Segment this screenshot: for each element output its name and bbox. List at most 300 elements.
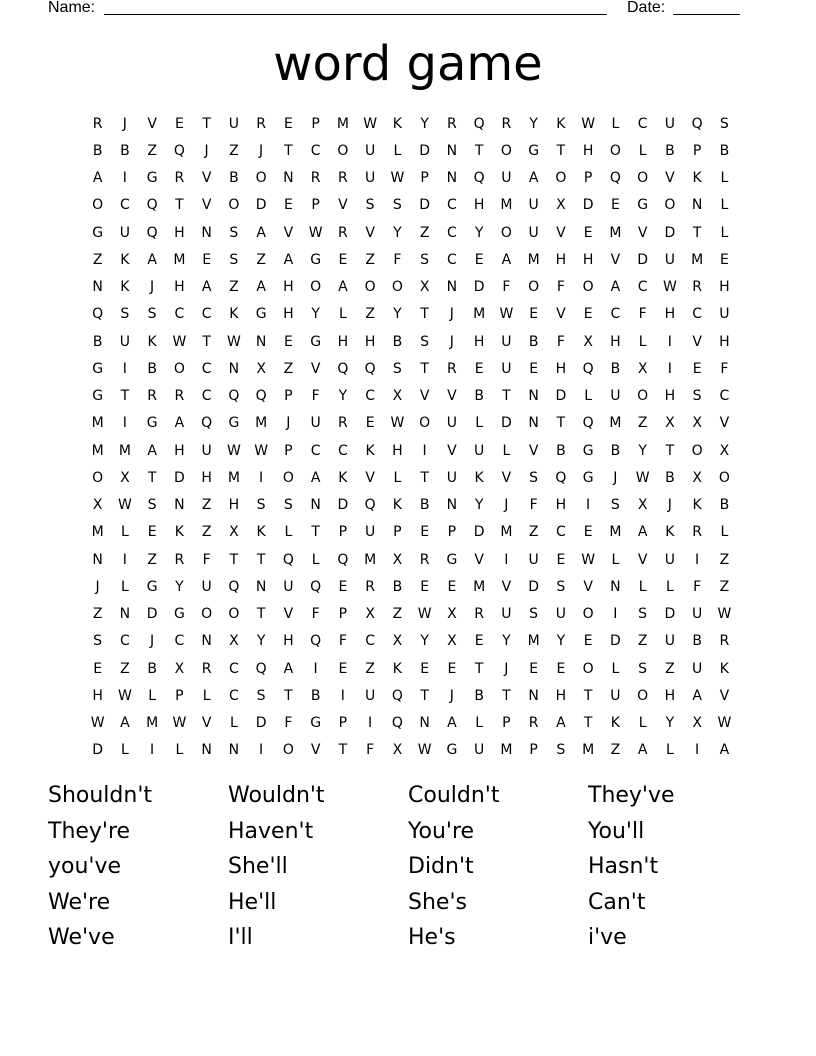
grid-letter[interactable]: I <box>695 551 700 568</box>
grid-letter[interactable]: H <box>337 333 349 350</box>
grid-letter[interactable]: W <box>172 715 187 732</box>
grid-letter[interactable]: S <box>147 497 157 514</box>
grid-letter[interactable]: X <box>365 606 375 623</box>
grid-letter[interactable]: N <box>119 606 131 623</box>
grid-letter[interactable]: C <box>446 224 457 241</box>
grid-letter[interactable]: T <box>147 469 157 486</box>
grid-letter[interactable]: L <box>720 197 729 214</box>
grid-letter[interactable]: N <box>610 578 621 595</box>
grid-letter[interactable]: E <box>474 360 484 377</box>
grid-letter[interactable]: B <box>556 442 566 459</box>
grid-letter[interactable]: M <box>609 415 622 432</box>
grid-letter[interactable]: X <box>256 360 266 377</box>
grid-letter[interactable]: R <box>474 606 484 623</box>
grid-letter[interactable]: V <box>556 224 566 241</box>
grid-letter[interactable]: L <box>665 742 674 759</box>
grid-letter[interactable]: O <box>228 606 240 623</box>
grid-letter[interactable]: G <box>310 251 322 268</box>
grid-letter[interactable]: M <box>609 224 622 241</box>
grid-letter[interactable]: V <box>665 170 675 187</box>
grid-letter[interactable]: M <box>609 524 622 541</box>
grid-letter[interactable]: H <box>201 469 212 486</box>
grid-letter[interactable]: N <box>201 224 212 241</box>
grid-letter[interactable]: S <box>365 197 375 214</box>
grid-letter[interactable]: O <box>92 469 104 486</box>
grid-letter[interactable]: O <box>637 687 649 704</box>
grid-letter[interactable]: H <box>364 333 376 350</box>
grid-letter[interactable]: C <box>310 442 321 459</box>
grid-letter[interactable]: M <box>227 469 240 486</box>
grid-letter[interactable]: O <box>500 142 512 159</box>
grid-letter[interactable]: A <box>338 279 348 296</box>
grid-letter[interactable]: N <box>446 142 458 159</box>
grid-letter[interactable]: D <box>582 197 594 214</box>
grid-letter[interactable]: C <box>310 142 321 159</box>
grid-letter[interactable]: M <box>173 251 186 268</box>
grid-letter[interactable]: S <box>147 306 157 323</box>
grid-letter[interactable]: N <box>92 551 103 568</box>
grid-letter[interactable]: B <box>147 660 157 677</box>
grid-letter[interactable]: G <box>310 333 322 350</box>
grid-letter[interactable]: Q <box>473 115 485 132</box>
grid-letter[interactable]: Q <box>228 578 240 595</box>
grid-letter[interactable]: I <box>259 469 264 486</box>
grid-letter[interactable]: B <box>692 633 702 650</box>
grid-letter[interactable]: Y <box>665 715 675 732</box>
grid-letter[interactable]: P <box>502 715 511 732</box>
grid-letter[interactable]: J <box>286 415 291 432</box>
grid-letter[interactable]: X <box>719 442 730 459</box>
grid-letter[interactable]: I <box>313 660 318 677</box>
grid-letter[interactable]: P <box>583 170 593 187</box>
grid-letter[interactable]: G <box>582 469 594 486</box>
grid-letter[interactable]: C <box>692 306 703 323</box>
grid-letter[interactable]: W <box>390 415 405 432</box>
grid-letter[interactable]: F <box>720 360 729 377</box>
grid-letter[interactable]: G <box>255 306 267 323</box>
grid-letter[interactable]: U <box>283 578 294 595</box>
grid-letter[interactable]: N <box>419 715 430 732</box>
grid-letter[interactable]: R <box>365 578 375 595</box>
grid-letter[interactable]: F <box>556 333 565 350</box>
grid-letter[interactable]: G <box>146 170 158 187</box>
grid-letter[interactable]: M <box>91 415 104 432</box>
grid-letter[interactable]: X <box>692 469 702 486</box>
grid-letter[interactable]: R <box>174 388 185 405</box>
grid-letter[interactable]: N <box>528 687 539 704</box>
grid-letter[interactable]: L <box>584 388 593 405</box>
grid-letter[interactable]: M <box>527 633 540 650</box>
grid-letter[interactable]: N <box>528 388 539 405</box>
grid-letter[interactable]: L <box>175 742 184 759</box>
grid-letter[interactable]: Y <box>420 115 429 132</box>
grid-letter[interactable]: I <box>667 360 672 377</box>
grid-letter[interactable]: A <box>283 660 294 677</box>
grid-letter[interactable]: R <box>447 115 457 132</box>
grid-letter[interactable]: M <box>473 306 486 323</box>
grid-letter[interactable]: A <box>637 524 648 541</box>
grid-letter[interactable]: R <box>692 524 702 541</box>
grid-letter[interactable]: N <box>255 333 267 350</box>
grid-letter[interactable]: W <box>662 279 677 296</box>
grid-letter[interactable]: U <box>719 306 730 323</box>
grid-letter[interactable]: E <box>420 660 430 677</box>
grid-letter[interactable]: J <box>613 469 618 486</box>
grid-letter[interactable]: Y <box>474 224 484 241</box>
grid-letter[interactable]: E <box>556 551 566 568</box>
grid-letter[interactable]: P <box>284 388 293 405</box>
grid-letter[interactable]: W <box>226 333 241 350</box>
grid-letter[interactable]: E <box>447 660 457 677</box>
grid-letter[interactable]: C <box>637 279 648 296</box>
grid-letter[interactable]: H <box>555 687 567 704</box>
grid-letter[interactable]: C <box>446 251 457 268</box>
grid-letter[interactable]: Y <box>338 388 348 405</box>
grid-letter[interactable]: O <box>582 606 594 623</box>
grid-letter[interactable]: Q <box>555 469 567 486</box>
grid-letter[interactable]: M <box>91 524 104 541</box>
grid-letter[interactable]: Z <box>665 660 675 677</box>
grid-letter[interactable]: W <box>226 442 241 459</box>
grid-letter[interactable]: A <box>610 279 621 296</box>
grid-letter[interactable]: F <box>529 497 538 514</box>
grid-letter[interactable]: S <box>638 660 648 677</box>
grid-letter[interactable]: S <box>529 606 539 623</box>
grid-letter[interactable]: M <box>364 551 377 568</box>
grid-letter[interactable]: O <box>310 279 322 296</box>
grid-letter[interactable]: Q <box>691 115 703 132</box>
grid-letter[interactable]: U <box>664 551 675 568</box>
grid-letter[interactable]: B <box>665 469 675 486</box>
grid-letter[interactable]: L <box>638 715 647 732</box>
grid-letter[interactable]: T <box>120 388 130 405</box>
grid-letter[interactable]: U <box>474 742 485 759</box>
grid-letter[interactable]: P <box>692 142 702 159</box>
grid-letter[interactable]: F <box>693 578 702 595</box>
grid-letter[interactable]: Z <box>637 633 648 650</box>
grid-letter[interactable]: V <box>447 442 457 459</box>
grid-letter[interactable]: P <box>175 687 184 704</box>
grid-letter[interactable]: H <box>719 279 730 296</box>
grid-letter[interactable]: X <box>583 333 593 350</box>
grid-letter[interactable]: D <box>473 524 485 541</box>
grid-letter[interactable]: U <box>365 170 376 187</box>
grid-letter[interactable]: O <box>718 469 730 486</box>
grid-letter[interactable]: C <box>337 442 348 459</box>
grid-letter[interactable]: U <box>365 142 376 159</box>
grid-letter[interactable]: K <box>719 660 729 677</box>
grid-letter[interactable]: G <box>92 360 104 377</box>
grid-letter[interactable]: E <box>283 333 293 350</box>
grid-letter[interactable]: Y <box>393 306 402 323</box>
grid-letter[interactable]: L <box>611 551 620 568</box>
grid-letter[interactable]: S <box>256 497 266 514</box>
grid-letter[interactable]: T <box>420 687 429 704</box>
grid-letter[interactable]: V <box>692 333 702 350</box>
grid-letter[interactable]: D <box>419 142 431 159</box>
grid-letter[interactable]: W <box>254 442 269 459</box>
grid-letter[interactable]: C <box>610 306 621 323</box>
grid-letter[interactable]: A <box>256 279 266 296</box>
grid-letter[interactable]: S <box>392 360 402 377</box>
grid-letter[interactable]: S <box>638 606 648 623</box>
grid-letter[interactable]: F <box>311 606 320 623</box>
grid-letter[interactable]: H <box>92 687 103 704</box>
grid-letter[interactable]: E <box>529 306 539 323</box>
grid-letter[interactable]: R <box>719 633 730 650</box>
grid-letter[interactable]: U <box>201 578 212 595</box>
grid-letter[interactable]: T <box>311 524 320 541</box>
grid-letter[interactable]: G <box>310 715 322 732</box>
grid-letter[interactable]: I <box>667 333 672 350</box>
grid-letter[interactable]: O <box>582 279 594 296</box>
grid-letter[interactable]: H <box>283 306 294 323</box>
grid-letter[interactable]: O <box>92 197 104 214</box>
grid-letter[interactable]: B <box>92 333 103 350</box>
grid-letter[interactable]: T <box>338 742 348 759</box>
grid-letter[interactable]: N <box>92 279 103 296</box>
grid-letter[interactable]: X <box>556 197 566 214</box>
grid-letter[interactable]: O <box>664 197 676 214</box>
grid-letter[interactable]: X <box>447 606 457 623</box>
grid-letter[interactable]: X <box>419 279 430 296</box>
grid-letter[interactable]: B <box>120 142 130 159</box>
grid-letter[interactable]: V <box>419 388 430 405</box>
grid-letter[interactable]: Q <box>337 360 349 377</box>
grid-letter[interactable]: C <box>365 388 376 405</box>
grid-letter[interactable]: K <box>174 524 184 541</box>
grid-letter[interactable]: J <box>667 497 672 514</box>
grid-letter[interactable]: L <box>720 170 729 187</box>
grid-letter[interactable]: U <box>310 415 321 432</box>
grid-letter[interactable]: E <box>147 524 157 541</box>
grid-letter[interactable]: E <box>529 360 539 377</box>
grid-letter[interactable]: V <box>310 742 321 759</box>
grid-letter[interactable]: B <box>474 687 484 704</box>
grid-letter[interactable]: X <box>92 497 103 514</box>
grid-letter[interactable]: A <box>174 415 185 432</box>
grid-letter[interactable]: W <box>117 497 132 514</box>
grid-letter[interactable]: R <box>201 660 212 677</box>
grid-letter[interactable]: B <box>474 388 484 405</box>
grid-letter[interactable]: K <box>474 469 484 486</box>
grid-letter[interactable]: L <box>338 306 347 323</box>
grid-letter[interactable]: Q <box>146 197 158 214</box>
grid-letter[interactable]: R <box>92 115 103 132</box>
grid-letter[interactable]: Z <box>365 306 375 323</box>
grid-letter[interactable]: N <box>528 415 539 432</box>
grid-letter[interactable]: S <box>719 115 729 132</box>
grid-letter[interactable]: I <box>422 442 427 459</box>
grid-letter[interactable]: D <box>146 606 158 623</box>
grid-letter[interactable]: H <box>283 633 294 650</box>
grid-letter[interactable]: B <box>310 687 321 704</box>
grid-letter[interactable]: M <box>500 197 513 214</box>
grid-letter[interactable]: U <box>692 660 703 677</box>
grid-letter[interactable]: W <box>581 115 596 132</box>
grid-letter[interactable]: V <box>283 606 294 623</box>
grid-letter[interactable]: T <box>556 415 566 432</box>
grid-letter[interactable]: D <box>609 633 621 650</box>
grid-letter[interactable]: Q <box>282 551 294 568</box>
grid-letter[interactable]: O <box>282 742 294 759</box>
grid-letter[interactable]: E <box>610 197 620 214</box>
grid-letter[interactable]: D <box>473 279 485 296</box>
grid-letter[interactable]: A <box>719 742 730 759</box>
grid-letter[interactable]: J <box>150 633 155 650</box>
grid-letter[interactable]: H <box>719 333 730 350</box>
grid-letter[interactable]: S <box>556 578 566 595</box>
grid-letter[interactable]: U <box>664 633 675 650</box>
grid-letter[interactable]: Z <box>92 606 103 623</box>
grid-letter[interactable]: O <box>419 415 431 432</box>
grid-letter[interactable]: A <box>692 687 702 704</box>
grid-letter[interactable]: U <box>555 606 566 623</box>
grid-letter[interactable]: M <box>582 742 595 759</box>
grid-letter[interactable]: O <box>337 142 349 159</box>
grid-letter[interactable]: N <box>228 360 240 377</box>
grid-letter[interactable]: V <box>528 442 539 459</box>
grid-letter[interactable]: E <box>556 660 566 677</box>
grid-letter[interactable]: A <box>637 742 648 759</box>
grid-letter[interactable]: F <box>366 742 375 759</box>
grid-letter[interactable]: C <box>119 633 130 650</box>
grid-letter[interactable]: X <box>120 469 130 486</box>
grid-letter[interactable]: M <box>91 442 104 459</box>
grid-letter[interactable]: L <box>229 715 238 732</box>
grid-letter[interactable]: T <box>502 388 511 405</box>
grid-letter[interactable]: M <box>146 715 159 732</box>
grid-letter[interactable]: K <box>556 115 566 132</box>
grid-letter[interactable]: X <box>392 388 403 405</box>
grid-letter[interactable]: L <box>393 142 402 159</box>
grid-letter[interactable]: U <box>201 442 212 459</box>
grid-letter[interactable]: O <box>500 224 512 241</box>
grid-letter[interactable]: T <box>583 687 593 704</box>
grid-letter[interactable]: L <box>611 660 620 677</box>
grid-letter[interactable]: O <box>582 660 594 677</box>
grid-letter[interactable]: T <box>692 224 702 241</box>
grid-letter[interactable]: U <box>474 442 485 459</box>
grid-letter[interactable]: F <box>502 279 511 296</box>
grid-letter[interactable]: W <box>635 469 650 486</box>
grid-letter[interactable]: Q <box>173 142 185 159</box>
grid-letter[interactable]: Q <box>228 388 240 405</box>
grid-letter[interactable]: C <box>201 388 212 405</box>
grid-letter[interactable]: F <box>202 551 211 568</box>
grid-letter[interactable]: D <box>555 388 567 405</box>
grid-letter[interactable]: U <box>528 551 539 568</box>
grid-letter[interactable]: A <box>147 251 157 268</box>
grid-letter[interactable]: N <box>691 197 703 214</box>
grid-letter[interactable]: V <box>637 224 648 241</box>
grid-letter[interactable]: O <box>364 279 376 296</box>
grid-letter[interactable]: E <box>420 524 430 541</box>
grid-letter[interactable]: B <box>719 497 730 514</box>
grid-letter[interactable]: S <box>420 251 430 268</box>
grid-letter[interactable]: G <box>146 415 158 432</box>
grid-letter[interactable]: V <box>583 578 593 595</box>
grid-letter[interactable]: R <box>147 388 157 405</box>
grid-letter[interactable]: H <box>473 333 485 350</box>
grid-letter[interactable]: B <box>610 360 621 377</box>
grid-letter[interactable]: J <box>449 306 454 323</box>
grid-letter[interactable]: U <box>692 606 703 623</box>
grid-letter[interactable]: G <box>173 606 185 623</box>
grid-letter[interactable]: D <box>664 224 676 241</box>
grid-letter[interactable]: H <box>392 442 403 459</box>
grid-letter[interactable]: P <box>338 715 348 732</box>
grid-letter[interactable]: T <box>474 142 484 159</box>
grid-letter[interactable]: L <box>148 687 157 704</box>
grid-letter[interactable]: Z <box>719 551 730 568</box>
grid-letter[interactable]: B <box>665 142 675 159</box>
grid-letter[interactable]: K <box>392 115 402 132</box>
grid-letter[interactable]: I <box>122 551 127 568</box>
grid-letter[interactable]: L <box>120 524 129 541</box>
grid-letter[interactable]: E <box>583 633 593 650</box>
grid-letter[interactable]: V <box>338 197 348 214</box>
grid-letter[interactable]: H <box>473 197 485 214</box>
grid-letter[interactable]: D <box>419 197 431 214</box>
grid-letter[interactable]: F <box>284 715 293 732</box>
grid-letter[interactable]: T <box>284 142 293 159</box>
grid-letter[interactable]: I <box>122 415 127 432</box>
grid-letter[interactable]: O <box>555 170 567 187</box>
grid-letter[interactable]: K <box>692 497 702 514</box>
grid-letter[interactable]: Q <box>473 170 485 187</box>
grid-letter[interactable]: F <box>556 279 565 296</box>
grid-letter[interactable]: W <box>390 170 405 187</box>
grid-letter[interactable]: V <box>147 115 157 132</box>
grid-letter[interactable]: P <box>338 606 348 623</box>
grid-letter[interactable]: L <box>720 524 729 541</box>
grid-letter[interactable]: V <box>637 551 648 568</box>
grid-letter[interactable]: K <box>256 524 266 541</box>
grid-letter[interactable]: H <box>610 333 621 350</box>
grid-letter[interactable]: I <box>122 360 127 377</box>
grid-letter[interactable]: X <box>692 715 702 732</box>
grid-letter[interactable]: G <box>446 742 458 759</box>
grid-letter[interactable]: X <box>392 633 403 650</box>
grid-letter[interactable]: F <box>638 306 647 323</box>
grid-letter[interactable]: Y <box>529 115 538 132</box>
grid-letter[interactable]: G <box>146 578 158 595</box>
grid-letter[interactable]: Y <box>393 224 402 241</box>
grid-letter[interactable]: M <box>473 578 486 595</box>
grid-letter[interactable]: R <box>528 715 539 732</box>
grid-letter[interactable]: H <box>664 388 676 405</box>
grid-letter[interactable]: X <box>392 742 403 759</box>
grid-letter[interactable]: I <box>368 715 373 732</box>
grid-letter[interactable]: U <box>610 687 621 704</box>
grid-letter[interactable]: J <box>504 660 509 677</box>
grid-letter[interactable]: T <box>502 687 511 704</box>
grid-letter[interactable]: C <box>365 633 376 650</box>
grid-letter[interactable]: Z <box>419 224 430 241</box>
grid-letter[interactable]: C <box>555 524 566 541</box>
grid-letter[interactable]: X <box>447 633 457 650</box>
grid-letter[interactable]: D <box>337 497 349 514</box>
grid-letter[interactable]: O <box>609 142 621 159</box>
grid-letter[interactable]: L <box>120 578 129 595</box>
grid-letter[interactable]: S <box>229 224 239 241</box>
grid-letter[interactable]: V <box>365 469 375 486</box>
grid-letter[interactable]: S <box>283 497 293 514</box>
grid-letter[interactable]: Q <box>146 224 158 241</box>
grid-letter[interactable]: P <box>420 170 429 187</box>
grid-letter[interactable]: E <box>719 251 729 268</box>
